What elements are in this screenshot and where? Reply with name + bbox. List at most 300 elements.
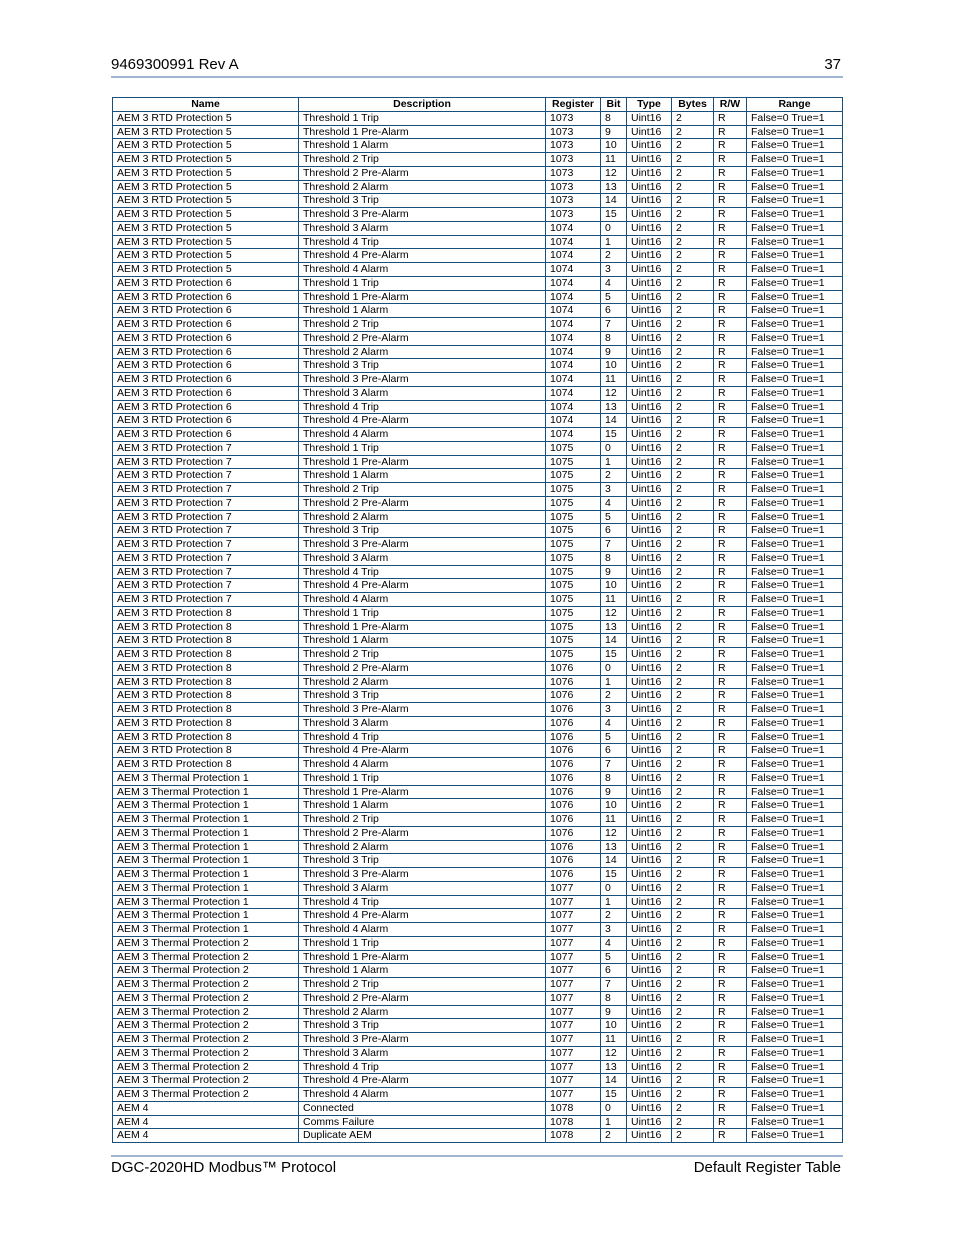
bit-cell: 0 bbox=[601, 881, 627, 895]
rw-cell: R bbox=[714, 414, 747, 428]
bit-cell: 4 bbox=[601, 936, 627, 950]
name-cell: AEM 3 Thermal Protection 1 bbox=[113, 826, 299, 840]
type-cell: Uint16 bbox=[627, 634, 672, 648]
rw-cell: R bbox=[714, 524, 747, 538]
bit-cell: 15 bbox=[601, 428, 627, 442]
rw-cell: R bbox=[714, 923, 747, 937]
range-cell: False=0 True=1 bbox=[747, 373, 843, 387]
rw-cell: R bbox=[714, 895, 747, 909]
register-cell: 1074 bbox=[546, 221, 601, 235]
bit-cell: 6 bbox=[601, 304, 627, 318]
name-cell: AEM 3 RTD Protection 5 bbox=[113, 166, 299, 180]
type-cell: Uint16 bbox=[627, 483, 672, 497]
bit-cell: 0 bbox=[601, 221, 627, 235]
bit-cell: 9 bbox=[601, 345, 627, 359]
column-header-bit: Bit bbox=[601, 98, 627, 112]
table-row bbox=[113, 194, 843, 208]
bytes-cell: 2 bbox=[672, 1101, 714, 1115]
range-cell: False=0 True=1 bbox=[747, 111, 843, 125]
bit-cell: 8 bbox=[601, 551, 627, 565]
name-cell: AEM 3 RTD Protection 6 bbox=[113, 331, 299, 345]
rw-cell: R bbox=[714, 1060, 747, 1074]
table-row bbox=[113, 249, 843, 263]
type-cell: Uint16 bbox=[627, 675, 672, 689]
register-cell: 1076 bbox=[546, 771, 601, 785]
name-cell: AEM 3 RTD Protection 8 bbox=[113, 606, 299, 620]
type-cell: Uint16 bbox=[627, 304, 672, 318]
bit-cell: 5 bbox=[601, 950, 627, 964]
name-cell: AEM 3 RTD Protection 7 bbox=[113, 441, 299, 455]
name-cell: AEM 3 RTD Protection 5 bbox=[113, 263, 299, 277]
range-cell: False=0 True=1 bbox=[747, 675, 843, 689]
description-cell: Threshold 1 Pre-Alarm bbox=[299, 620, 546, 634]
register-cell: 1073 bbox=[546, 111, 601, 125]
type-cell: Uint16 bbox=[627, 359, 672, 373]
table-row bbox=[113, 1046, 843, 1060]
register-cell: 1075 bbox=[546, 455, 601, 469]
register-cell: 1073 bbox=[546, 153, 601, 167]
register-cell: 1075 bbox=[546, 469, 601, 483]
register-cell: 1075 bbox=[546, 579, 601, 593]
name-cell: AEM 3 Thermal Protection 1 bbox=[113, 785, 299, 799]
table-row bbox=[113, 180, 843, 194]
bytes-cell: 2 bbox=[672, 524, 714, 538]
table-row bbox=[113, 661, 843, 675]
description-cell: Threshold 1 Alarm bbox=[299, 634, 546, 648]
bytes-cell: 2 bbox=[672, 895, 714, 909]
rw-cell: R bbox=[714, 703, 747, 717]
bytes-cell: 2 bbox=[672, 978, 714, 992]
table-row bbox=[113, 304, 843, 318]
type-cell: Uint16 bbox=[627, 978, 672, 992]
type-cell: Uint16 bbox=[627, 923, 672, 937]
rw-cell: R bbox=[714, 854, 747, 868]
description-cell: Threshold 3 Trip bbox=[299, 854, 546, 868]
rw-cell: R bbox=[714, 111, 747, 125]
name-cell: AEM 3 RTD Protection 8 bbox=[113, 648, 299, 662]
bit-cell: 5 bbox=[601, 510, 627, 524]
bit-cell: 15 bbox=[601, 648, 627, 662]
range-cell: False=0 True=1 bbox=[747, 194, 843, 208]
name-cell: AEM 3 RTD Protection 7 bbox=[113, 551, 299, 565]
register-cell: 1077 bbox=[546, 991, 601, 1005]
page-footer bbox=[111, 1159, 843, 1179]
range-cell: False=0 True=1 bbox=[747, 895, 843, 909]
rw-cell: R bbox=[714, 634, 747, 648]
bit-cell: 10 bbox=[601, 359, 627, 373]
rw-cell: R bbox=[714, 689, 747, 703]
description-cell: Threshold 4 Trip bbox=[299, 235, 546, 249]
bytes-cell: 2 bbox=[672, 648, 714, 662]
bit-cell: 3 bbox=[601, 703, 627, 717]
rw-cell: R bbox=[714, 1101, 747, 1115]
rw-cell: R bbox=[714, 730, 747, 744]
name-cell: AEM 3 RTD Protection 8 bbox=[113, 744, 299, 758]
bytes-cell: 2 bbox=[672, 593, 714, 607]
type-cell: Uint16 bbox=[627, 510, 672, 524]
register-cell: 1077 bbox=[546, 1033, 601, 1047]
table-row bbox=[113, 331, 843, 345]
table-row bbox=[113, 373, 843, 387]
description-cell: Threshold 4 Trip bbox=[299, 895, 546, 909]
bytes-cell: 2 bbox=[672, 620, 714, 634]
table-row bbox=[113, 318, 843, 332]
bytes-cell: 2 bbox=[672, 455, 714, 469]
range-cell: False=0 True=1 bbox=[747, 455, 843, 469]
table-row bbox=[113, 483, 843, 497]
rw-cell: R bbox=[714, 744, 747, 758]
range-cell: False=0 True=1 bbox=[747, 868, 843, 882]
description-cell: Duplicate AEM bbox=[299, 1129, 546, 1143]
name-cell: AEM 3 Thermal Protection 1 bbox=[113, 923, 299, 937]
name-cell: AEM 3 RTD Protection 7 bbox=[113, 538, 299, 552]
table-row bbox=[113, 276, 843, 290]
table-row bbox=[113, 909, 843, 923]
name-cell: AEM 3 RTD Protection 6 bbox=[113, 359, 299, 373]
table-row bbox=[113, 414, 843, 428]
rw-cell: R bbox=[714, 496, 747, 510]
name-cell: AEM 3 RTD Protection 8 bbox=[113, 620, 299, 634]
description-cell: Threshold 2 Alarm bbox=[299, 1005, 546, 1019]
bit-cell: 9 bbox=[601, 785, 627, 799]
register-cell: 1077 bbox=[546, 950, 601, 964]
description-cell: Threshold 2 Pre-Alarm bbox=[299, 826, 546, 840]
bytes-cell: 2 bbox=[672, 538, 714, 552]
range-cell: False=0 True=1 bbox=[747, 620, 843, 634]
table-row bbox=[113, 386, 843, 400]
rw-cell: R bbox=[714, 909, 747, 923]
bit-cell: 11 bbox=[601, 813, 627, 827]
bit-cell: 4 bbox=[601, 716, 627, 730]
bytes-cell: 2 bbox=[672, 111, 714, 125]
register-cell: 1075 bbox=[546, 441, 601, 455]
bit-cell: 13 bbox=[601, 840, 627, 854]
table-row bbox=[113, 881, 843, 895]
bytes-cell: 2 bbox=[672, 304, 714, 318]
range-cell: False=0 True=1 bbox=[747, 1046, 843, 1060]
range-cell: False=0 True=1 bbox=[747, 221, 843, 235]
footer-title: DGC-2020HD Modbus™ Protocol bbox=[111, 1159, 337, 1176]
bit-cell: 8 bbox=[601, 991, 627, 1005]
column-header-description: Description bbox=[299, 98, 546, 112]
bit-cell: 9 bbox=[601, 565, 627, 579]
description-cell: Threshold 2 Trip bbox=[299, 813, 546, 827]
table-row bbox=[113, 524, 843, 538]
name-cell: AEM 3 Thermal Protection 1 bbox=[113, 813, 299, 827]
range-cell: False=0 True=1 bbox=[747, 304, 843, 318]
rw-cell: R bbox=[714, 469, 747, 483]
type-cell: Uint16 bbox=[627, 593, 672, 607]
bit-cell: 15 bbox=[601, 868, 627, 882]
range-cell: False=0 True=1 bbox=[747, 758, 843, 772]
bytes-cell: 2 bbox=[672, 496, 714, 510]
range-cell: False=0 True=1 bbox=[747, 785, 843, 799]
type-cell: Uint16 bbox=[627, 936, 672, 950]
register-cell: 1075 bbox=[546, 551, 601, 565]
bytes-cell: 2 bbox=[672, 936, 714, 950]
bit-cell: 1 bbox=[601, 675, 627, 689]
description-cell: Threshold 4 Alarm bbox=[299, 593, 546, 607]
rw-cell: R bbox=[714, 579, 747, 593]
table-row bbox=[113, 744, 843, 758]
register-cell: 1073 bbox=[546, 125, 601, 139]
range-cell: False=0 True=1 bbox=[747, 180, 843, 194]
table-row bbox=[113, 620, 843, 634]
bytes-cell: 2 bbox=[672, 276, 714, 290]
type-cell: Uint16 bbox=[627, 125, 672, 139]
table-row bbox=[113, 1074, 843, 1088]
register-cell: 1076 bbox=[546, 813, 601, 827]
table-row bbox=[113, 441, 843, 455]
type-cell: Uint16 bbox=[627, 469, 672, 483]
register-cell: 1076 bbox=[546, 675, 601, 689]
register-cell: 1074 bbox=[546, 249, 601, 263]
table-row bbox=[113, 565, 843, 579]
bytes-cell: 2 bbox=[672, 400, 714, 414]
type-cell: Uint16 bbox=[627, 524, 672, 538]
bytes-cell: 2 bbox=[672, 1033, 714, 1047]
table-row bbox=[113, 1115, 843, 1129]
name-cell: AEM 3 RTD Protection 7 bbox=[113, 455, 299, 469]
range-cell: False=0 True=1 bbox=[747, 1033, 843, 1047]
rw-cell: R bbox=[714, 249, 747, 263]
bit-cell: 6 bbox=[601, 744, 627, 758]
description-cell: Threshold 1 Pre-Alarm bbox=[299, 785, 546, 799]
type-cell: Uint16 bbox=[627, 455, 672, 469]
table-row bbox=[113, 703, 843, 717]
rw-cell: R bbox=[714, 290, 747, 304]
type-cell: Uint16 bbox=[627, 758, 672, 772]
type-cell: Uint16 bbox=[627, 881, 672, 895]
type-cell: Uint16 bbox=[627, 1046, 672, 1060]
table-row bbox=[113, 675, 843, 689]
table-body bbox=[113, 111, 843, 1142]
register-cell: 1075 bbox=[546, 606, 601, 620]
bit-cell: 8 bbox=[601, 771, 627, 785]
bit-cell: 8 bbox=[601, 331, 627, 345]
register-cell: 1074 bbox=[546, 235, 601, 249]
rw-cell: R bbox=[714, 428, 747, 442]
type-cell: Uint16 bbox=[627, 414, 672, 428]
bytes-cell: 2 bbox=[672, 510, 714, 524]
name-cell: AEM 3 RTD Protection 5 bbox=[113, 194, 299, 208]
name-cell: AEM 3 RTD Protection 6 bbox=[113, 276, 299, 290]
bytes-cell: 2 bbox=[672, 249, 714, 263]
bit-cell: 10 bbox=[601, 139, 627, 153]
column-header-register: Register bbox=[546, 98, 601, 112]
description-cell: Threshold 1 Trip bbox=[299, 606, 546, 620]
rw-cell: R bbox=[714, 263, 747, 277]
footer-rule bbox=[111, 1155, 843, 1157]
name-cell: AEM 3 RTD Protection 6 bbox=[113, 345, 299, 359]
name-cell: AEM 3 Thermal Protection 1 bbox=[113, 895, 299, 909]
bytes-cell: 2 bbox=[672, 1074, 714, 1088]
name-cell: AEM 3 RTD Protection 7 bbox=[113, 469, 299, 483]
register-cell: 1074 bbox=[546, 428, 601, 442]
table-row bbox=[113, 799, 843, 813]
type-cell: Uint16 bbox=[627, 1033, 672, 1047]
register-cell: 1077 bbox=[546, 978, 601, 992]
range-cell: False=0 True=1 bbox=[747, 441, 843, 455]
bit-cell: 11 bbox=[601, 153, 627, 167]
bit-cell: 7 bbox=[601, 758, 627, 772]
rw-cell: R bbox=[714, 881, 747, 895]
register-cell: 1078 bbox=[546, 1101, 601, 1115]
column-header-name: Name bbox=[113, 98, 299, 112]
type-cell: Uint16 bbox=[627, 276, 672, 290]
bit-cell: 1 bbox=[601, 235, 627, 249]
rw-cell: R bbox=[714, 785, 747, 799]
name-cell: AEM 3 Thermal Protection 1 bbox=[113, 854, 299, 868]
rw-cell: R bbox=[714, 400, 747, 414]
register-cell: 1075 bbox=[546, 538, 601, 552]
rw-cell: R bbox=[714, 194, 747, 208]
rw-cell: R bbox=[714, 386, 747, 400]
bytes-cell: 2 bbox=[672, 923, 714, 937]
type-cell: Uint16 bbox=[627, 538, 672, 552]
bytes-cell: 2 bbox=[672, 1005, 714, 1019]
range-cell: False=0 True=1 bbox=[747, 771, 843, 785]
name-cell: AEM 3 RTD Protection 5 bbox=[113, 208, 299, 222]
description-cell: Threshold 2 Alarm bbox=[299, 840, 546, 854]
type-cell: Uint16 bbox=[627, 235, 672, 249]
description-cell: Threshold 1 Pre-Alarm bbox=[299, 125, 546, 139]
rw-cell: R bbox=[714, 675, 747, 689]
type-cell: Uint16 bbox=[627, 868, 672, 882]
rw-cell: R bbox=[714, 964, 747, 978]
register-cell: 1077 bbox=[546, 923, 601, 937]
bit-cell: 4 bbox=[601, 496, 627, 510]
register-cell: 1073 bbox=[546, 139, 601, 153]
name-cell: AEM 3 RTD Protection 5 bbox=[113, 153, 299, 167]
range-cell: False=0 True=1 bbox=[747, 1019, 843, 1033]
bit-cell: 3 bbox=[601, 263, 627, 277]
rw-cell: R bbox=[714, 551, 747, 565]
bytes-cell: 2 bbox=[672, 909, 714, 923]
bytes-cell: 2 bbox=[672, 1060, 714, 1074]
range-cell: False=0 True=1 bbox=[747, 648, 843, 662]
bit-cell: 1 bbox=[601, 1115, 627, 1129]
register-cell: 1074 bbox=[546, 373, 601, 387]
table-row bbox=[113, 854, 843, 868]
table-row bbox=[113, 208, 843, 222]
name-cell: AEM 3 Thermal Protection 2 bbox=[113, 936, 299, 950]
type-cell: Uint16 bbox=[627, 950, 672, 964]
name-cell: AEM 3 Thermal Protection 2 bbox=[113, 1005, 299, 1019]
header-rule bbox=[111, 76, 843, 78]
type-cell: Uint16 bbox=[627, 991, 672, 1005]
register-cell: 1075 bbox=[546, 483, 601, 497]
bit-cell: 15 bbox=[601, 208, 627, 222]
table-row bbox=[113, 551, 843, 565]
description-cell: Threshold 1 Alarm bbox=[299, 964, 546, 978]
description-cell: Threshold 1 Trip bbox=[299, 771, 546, 785]
table-row bbox=[113, 785, 843, 799]
description-cell: Threshold 3 Pre-Alarm bbox=[299, 1033, 546, 1047]
range-cell: False=0 True=1 bbox=[747, 235, 843, 249]
range-cell: False=0 True=1 bbox=[747, 661, 843, 675]
register-cell: 1076 bbox=[546, 799, 601, 813]
type-cell: Uint16 bbox=[627, 1115, 672, 1129]
name-cell: AEM 3 RTD Protection 6 bbox=[113, 290, 299, 304]
bit-cell: 0 bbox=[601, 441, 627, 455]
bytes-cell: 2 bbox=[672, 263, 714, 277]
name-cell: AEM 3 Thermal Protection 1 bbox=[113, 868, 299, 882]
range-cell: False=0 True=1 bbox=[747, 826, 843, 840]
table-row bbox=[113, 978, 843, 992]
range-cell: False=0 True=1 bbox=[747, 1005, 843, 1019]
rw-cell: R bbox=[714, 1115, 747, 1129]
register-cell: 1077 bbox=[546, 881, 601, 895]
table-row bbox=[113, 359, 843, 373]
bit-cell: 7 bbox=[601, 318, 627, 332]
bytes-cell: 2 bbox=[672, 153, 714, 167]
table-row bbox=[113, 125, 843, 139]
bit-cell: 12 bbox=[601, 606, 627, 620]
type-cell: Uint16 bbox=[627, 813, 672, 827]
name-cell: AEM 3 RTD Protection 5 bbox=[113, 139, 299, 153]
type-cell: Uint16 bbox=[627, 263, 672, 277]
range-cell: False=0 True=1 bbox=[747, 1088, 843, 1102]
register-cell: 1077 bbox=[546, 1074, 601, 1088]
bytes-cell: 2 bbox=[672, 799, 714, 813]
name-cell: AEM 3 Thermal Protection 2 bbox=[113, 964, 299, 978]
type-cell: Uint16 bbox=[627, 1019, 672, 1033]
type-cell: Uint16 bbox=[627, 166, 672, 180]
type-cell: Uint16 bbox=[627, 716, 672, 730]
table-row bbox=[113, 455, 843, 469]
bytes-cell: 2 bbox=[672, 180, 714, 194]
bit-cell: 7 bbox=[601, 538, 627, 552]
description-cell: Threshold 4 Alarm bbox=[299, 263, 546, 277]
description-cell: Threshold 3 Pre-Alarm bbox=[299, 703, 546, 717]
table-row bbox=[113, 771, 843, 785]
description-cell: Threshold 4 Trip bbox=[299, 730, 546, 744]
bytes-cell: 2 bbox=[672, 345, 714, 359]
register-cell: 1075 bbox=[546, 496, 601, 510]
rw-cell: R bbox=[714, 950, 747, 964]
table-row bbox=[113, 1060, 843, 1074]
range-cell: False=0 True=1 bbox=[747, 1129, 843, 1143]
bytes-cell: 2 bbox=[672, 606, 714, 620]
bytes-cell: 2 bbox=[672, 565, 714, 579]
register-cell: 1075 bbox=[546, 648, 601, 662]
register-cell: 1074 bbox=[546, 386, 601, 400]
type-cell: Uint16 bbox=[627, 318, 672, 332]
type-cell: Uint16 bbox=[627, 703, 672, 717]
table-row bbox=[113, 593, 843, 607]
register-cell: 1077 bbox=[546, 1088, 601, 1102]
bytes-cell: 2 bbox=[672, 166, 714, 180]
register-cell: 1077 bbox=[546, 964, 601, 978]
bit-cell: 10 bbox=[601, 1019, 627, 1033]
range-cell: False=0 True=1 bbox=[747, 400, 843, 414]
range-cell: False=0 True=1 bbox=[747, 991, 843, 1005]
table-row bbox=[113, 730, 843, 744]
rw-cell: R bbox=[714, 510, 747, 524]
type-cell: Uint16 bbox=[627, 785, 672, 799]
description-cell: Threshold 2 Trip bbox=[299, 648, 546, 662]
description-cell: Threshold 2 Alarm bbox=[299, 180, 546, 194]
rw-cell: R bbox=[714, 166, 747, 180]
bit-cell: 12 bbox=[601, 166, 627, 180]
name-cell: AEM 3 RTD Protection 6 bbox=[113, 304, 299, 318]
register-cell: 1077 bbox=[546, 1019, 601, 1033]
bytes-cell: 2 bbox=[672, 675, 714, 689]
bit-cell: 14 bbox=[601, 194, 627, 208]
bytes-cell: 2 bbox=[672, 703, 714, 717]
rw-cell: R bbox=[714, 180, 747, 194]
